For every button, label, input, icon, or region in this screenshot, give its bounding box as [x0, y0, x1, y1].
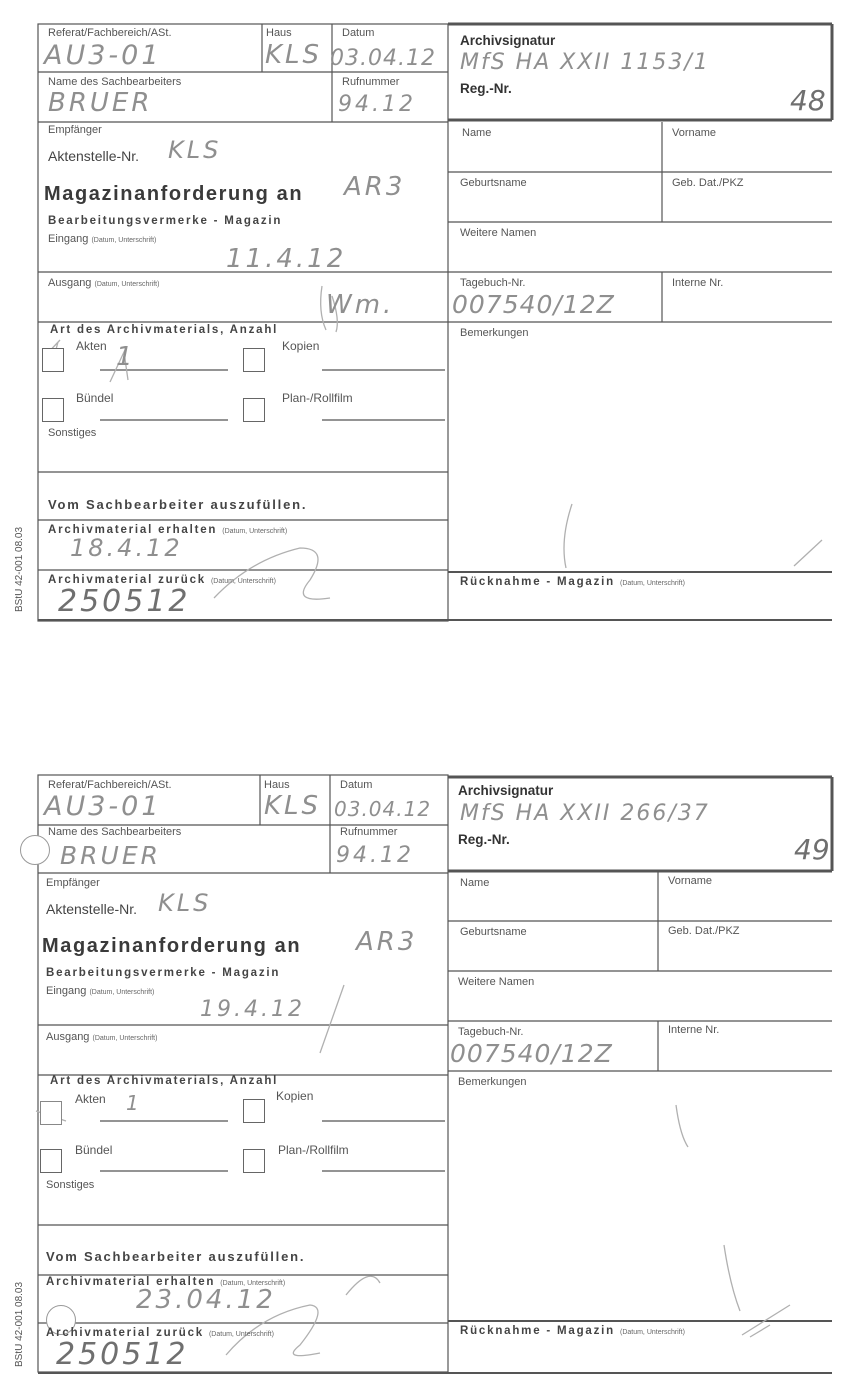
erhalten-label: Archivmaterial erhalten (Datum, Unterschrift)	[46, 1276, 286, 1288]
plan-rollfilm-label: Plan-/Rollfilm	[278, 1143, 349, 1157]
vom-sachbearbeiter-label: Vom Sachbearbeiter auszufüllen.	[48, 497, 308, 512]
referat-handwriting: AU3-01	[44, 40, 162, 71]
akten-label: Akten	[75, 1092, 106, 1106]
art-des-archivmaterials-label: Art des Archivmaterials, Anzahl	[50, 1075, 279, 1087]
magazinanforderung-title: Magazinanforderung an	[42, 935, 302, 957]
weitere-namen-label: Weitere Namen	[460, 227, 537, 239]
plan-rollfilm-checkbox[interactable]	[243, 1149, 265, 1173]
archivsignatur-handwriting: MfS HA XXII 1153/1	[460, 50, 710, 75]
referat-handwriting: AU3-01	[44, 791, 162, 822]
bearbeitungsvermerke-label: Bearbeitungsvermerke - Magazin	[48, 215, 283, 227]
geburtsname-label: Geburtsname	[460, 177, 527, 189]
sachbearbeiter-label: Name des Sachbearbeiters	[48, 76, 182, 88]
erhalten-handwriting: 23.04.12	[136, 1285, 276, 1315]
referat-label: Referat/Fachbereich/ASt.	[48, 27, 172, 39]
reg-nr-label: Reg.-Nr.	[458, 832, 510, 847]
eingang-handwriting: 11.4.12	[226, 244, 347, 274]
interne-nr-label: Interne Nr.	[668, 1024, 720, 1036]
erhalten-label: Archivmaterial erhalten (Datum, Unterschrift)	[48, 524, 288, 536]
aktenstelle-handwriting: KLS	[158, 889, 212, 917]
kopien-label: Kopien	[276, 1089, 314, 1103]
sachbearbeiter-handwriting: BRUER	[60, 841, 161, 870]
datum-label: Datum	[342, 27, 375, 39]
datum-label: Datum	[340, 779, 373, 791]
rufnummer-handwriting: 94.12	[336, 843, 414, 868]
bemerkungen-label: Bemerkungen	[458, 1076, 527, 1088]
sachbearbeiter-handwriting: BRUER	[48, 88, 153, 118]
name-label: Name	[462, 127, 492, 139]
rufnummer-label: Rufnummer	[340, 826, 398, 838]
aktenstelle-handwriting: KLS	[168, 136, 222, 164]
sachbearbeiter-label: Name des Sachbearbeiters	[48, 826, 182, 838]
akten-label: Akten	[76, 339, 107, 353]
akten-checkbox[interactable]	[42, 348, 64, 372]
eingang-handwriting: 19.4.12	[200, 997, 305, 1022]
ausgang-handwriting: Wm.	[326, 290, 395, 320]
ausgang-label: Ausgang (Datum, Unterschrift)	[48, 277, 160, 289]
rufnummer-label: Rufnummer	[342, 76, 400, 88]
akten-checkbox[interactable]	[40, 1101, 62, 1125]
haus-label: Haus	[266, 27, 292, 39]
buendel-checkbox[interactable]	[40, 1149, 62, 1173]
erhalten-handwriting: 18.4.12	[70, 534, 183, 562]
name-label: Name	[460, 877, 490, 889]
geb-dat-label: Geb. Dat./PKZ	[672, 177, 744, 189]
vorname-label: Vorname	[668, 875, 713, 887]
vorname-label: Vorname	[672, 127, 717, 139]
request-card-1	[0, 0, 856, 640]
reg-nr-handwriting: 49	[794, 833, 830, 866]
eingang-label: Eingang (Datum, Unterschrift)	[48, 233, 157, 245]
haus-label: Haus	[264, 779, 290, 791]
zurueck-label: Archivmaterial zurück (Datum, Unterschrift)	[46, 1327, 274, 1339]
haus-handwriting: KLS	[265, 40, 323, 70]
akten-count-handwriting: 1	[116, 342, 136, 372]
tagebuch-label: Tagebuch-Nr.	[460, 277, 526, 289]
weitere-namen-label: Weitere Namen	[458, 976, 535, 988]
buendel-label: Bündel	[76, 391, 114, 405]
reg-nr-handwriting: 48	[790, 84, 826, 117]
reg-nr-label: Reg.-Nr.	[460, 81, 512, 96]
tagebuch-handwriting: 007540/12Z	[452, 290, 615, 319]
ruecknahme-label: Rücknahme - Magazin (Datum, Unterschrift)	[460, 1325, 685, 1337]
geburtsname-label: Geburtsname	[460, 926, 527, 938]
vom-sachbearbeiter-label: Vom Sachbearbeiter auszufüllen.	[46, 1249, 306, 1264]
eingang-label: Eingang (Datum, Unterschrift)	[46, 985, 155, 997]
magazin-handwriting: AR3	[356, 927, 418, 957]
datum-handwriting: 03.04.12	[334, 797, 432, 821]
zurueck-handwriting: 250512	[58, 584, 191, 619]
kopien-checkbox[interactable]	[243, 348, 265, 372]
aktenstelle-label: Aktenstelle-Nr.	[48, 148, 140, 164]
bearbeitungsvermerke-label: Bearbeitungsvermerke - Magazin	[46, 967, 281, 979]
bemerkungen-label: Bemerkungen	[460, 327, 529, 339]
archivsignatur-label: Archivsignatur	[458, 783, 554, 798]
plan-rollfilm-checkbox[interactable]	[243, 398, 265, 422]
buendel-label: Bündel	[75, 1143, 113, 1157]
sonstiges-label: Sonstiges	[46, 1179, 95, 1191]
buendel-checkbox[interactable]	[42, 398, 64, 422]
zurueck-label: Archivmaterial zurück (Datum, Unterschrift)	[48, 574, 276, 586]
magazinanforderung-title: Magazinanforderung an	[44, 183, 304, 205]
magazin-handwriting: AR3	[344, 172, 406, 202]
datum-handwriting: 03.04.12	[330, 46, 436, 71]
archivsignatur-label: Archivsignatur	[460, 33, 556, 48]
rufnummer-handwriting: 94.12	[338, 92, 416, 117]
kopien-checkbox[interactable]	[243, 1099, 265, 1123]
kopien-label: Kopien	[282, 339, 320, 353]
interne-nr-label: Interne Nr.	[672, 277, 724, 289]
aktenstelle-label: Aktenstelle-Nr.	[46, 901, 138, 917]
ausgang-label: Ausgang (Datum, Unterschrift)	[46, 1031, 158, 1043]
tagebuch-label: Tagebuch-Nr.	[458, 1026, 524, 1038]
sonstiges-label: Sonstiges	[48, 427, 97, 439]
form-code: BStU 42-001 08.03	[14, 526, 25, 612]
empfaenger-label: Empfänger	[46, 877, 100, 889]
akten-count-handwriting: 1	[126, 1091, 142, 1115]
form-code: BStU 42-001 08.03	[14, 1281, 25, 1367]
referat-label: Referat/Fachbereich/ASt.	[48, 779, 172, 791]
archivsignatur-handwriting: MfS HA XXII 266/37	[460, 801, 710, 826]
punch-hole	[20, 835, 50, 865]
geb-dat-label: Geb. Dat./PKZ	[668, 925, 740, 937]
ruecknahme-label: Rücknahme - Magazin (Datum, Unterschrift)	[460, 576, 685, 588]
tagebuch-handwriting: 007540/12Z	[450, 1039, 613, 1068]
plan-rollfilm-label: Plan-/Rollfilm	[282, 391, 353, 405]
request-card-2	[0, 755, 856, 1395]
haus-handwriting: KLS	[264, 791, 322, 821]
empfaenger-label: Empfänger	[48, 124, 102, 136]
zurueck-handwriting: 250512	[56, 1337, 189, 1372]
art-des-archivmaterials-label: Art des Archivmaterials, Anzahl	[50, 324, 279, 336]
